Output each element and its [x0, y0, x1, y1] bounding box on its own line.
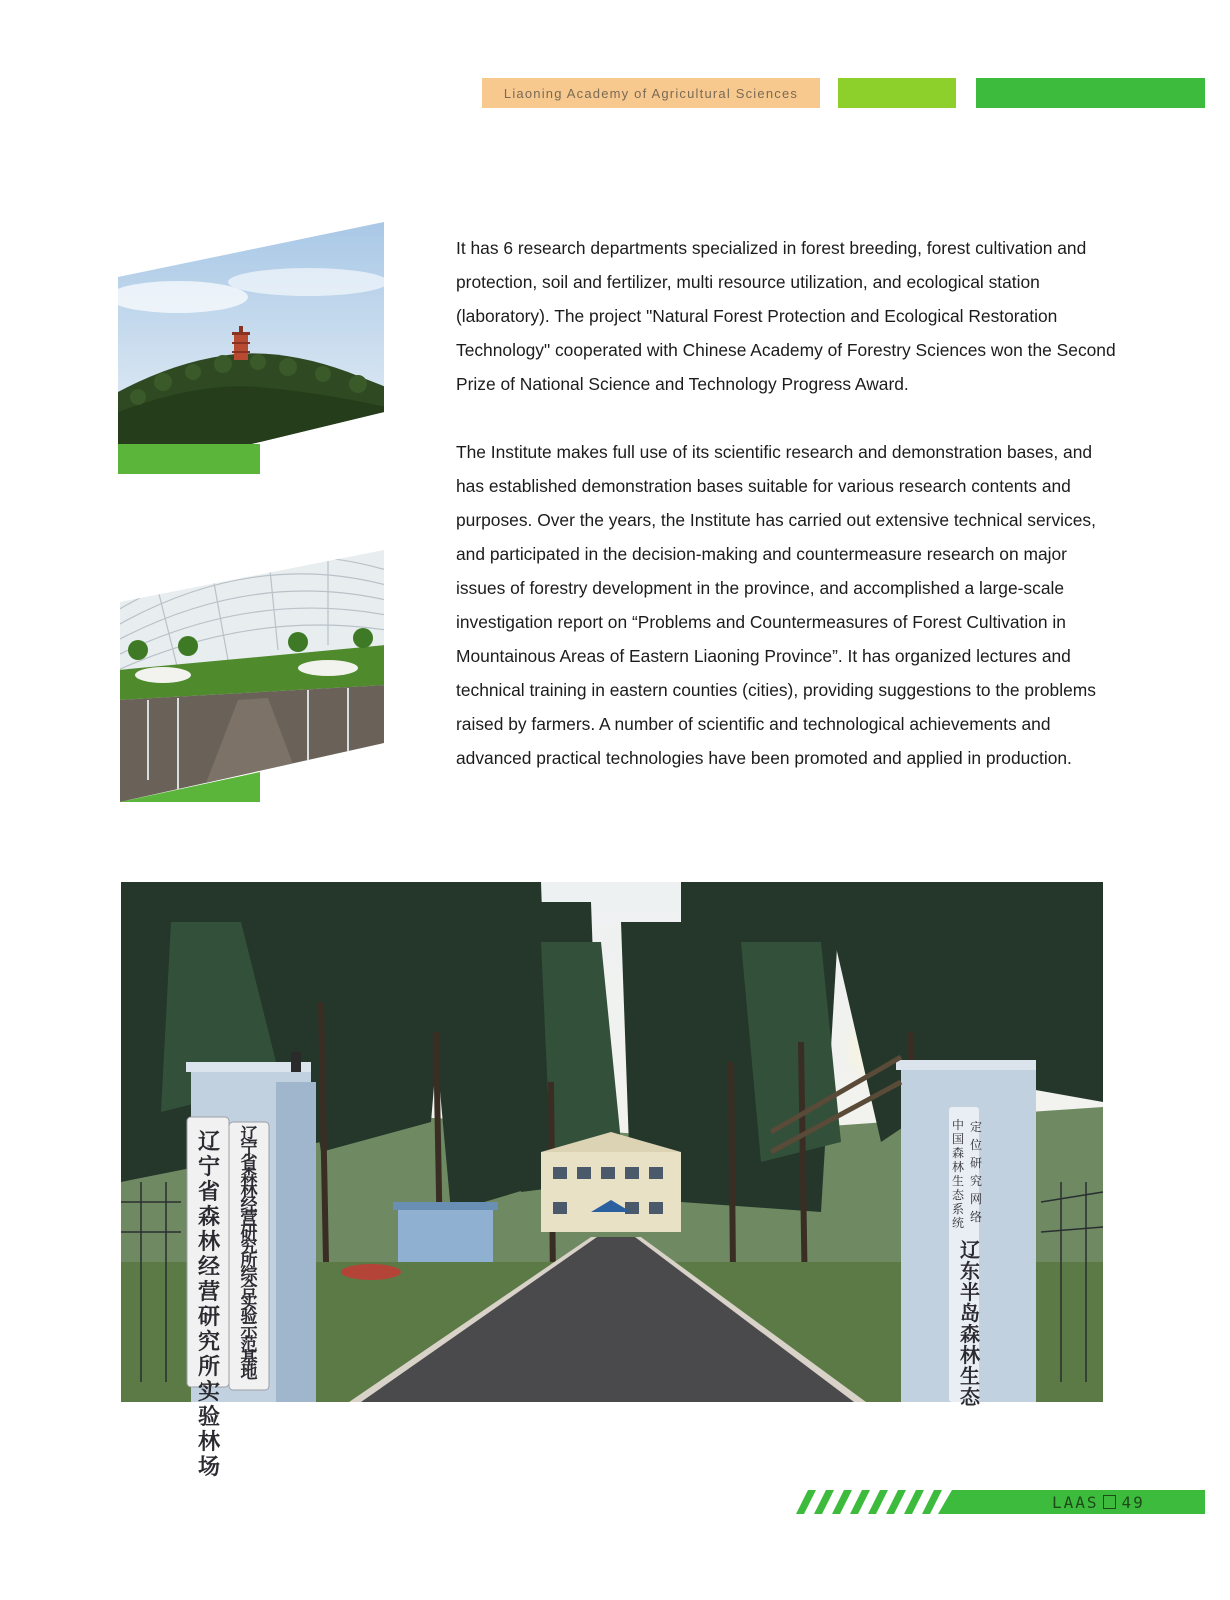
page-number: 49: [1121, 1492, 1145, 1512]
forest-station-gate-photo: [121, 882, 1103, 1480]
gate-sign-right-small-b: 定位研究网络: [969, 1120, 982, 1224]
gate-sign-right-main: 辽东半岛森林生态: [960, 1238, 980, 1409]
square-icon: [1103, 1495, 1116, 1509]
header-organization-label: Liaoning Academy of Agricultural Sciences: [482, 78, 820, 108]
forest-tower-photo: [118, 222, 386, 475]
header-accent-bar-light: [838, 78, 956, 108]
gate-sign-right-small-a: 中国森林生态系统: [951, 1118, 964, 1230]
body-paragraph-2: The Institute makes full use of its scientific research and demonstration bases, and has established demonstration bases suitable for various research contents and purposes. Over the years, the Institute has carried out extensive technical services, and participated in the decision-making and countermeasure research on major issues of forestry development in the province, and accomplished a large-scale investigation report on “Problems and Countermeasures of Forest Cultivation in Mountainous Areas of Eastern Liaoning Province”. It has organized lectures and technical training in eastern counties (cities), providing suggestions to the problems raised by farmers. A number of scientific and technological achievements and advanced practical technologies have been promoted and applied in production.: [456, 442, 1096, 768]
footer-page-label: [1052, 1490, 1145, 1514]
gate-sign-left-outer: 辽宁省森林经营研究所实验林场: [197, 1129, 220, 1480]
body-paragraph-1: It has 6 research departments specialized in forest breeding, forest cultivation and protection, soil and fertilizer, multi resource utilization, and ecological station (laboratory). The project "Natural Forest Protection and Ecological Restoration Technology" cooperated with Chinese Academy of Forestry Sciences won the Second Prize of National Science and Technology Progress Award.: [456, 238, 1116, 394]
footer-brand: LAAS: [1052, 1492, 1099, 1512]
gate-sign-left-inner: 辽宁省森林经营研究所综合实验示范基地: [240, 1125, 258, 1383]
footer-stripes: [796, 1490, 956, 1514]
header-accent-bar-dark: [976, 78, 1205, 108]
greenhouse-photo: [118, 550, 386, 804]
